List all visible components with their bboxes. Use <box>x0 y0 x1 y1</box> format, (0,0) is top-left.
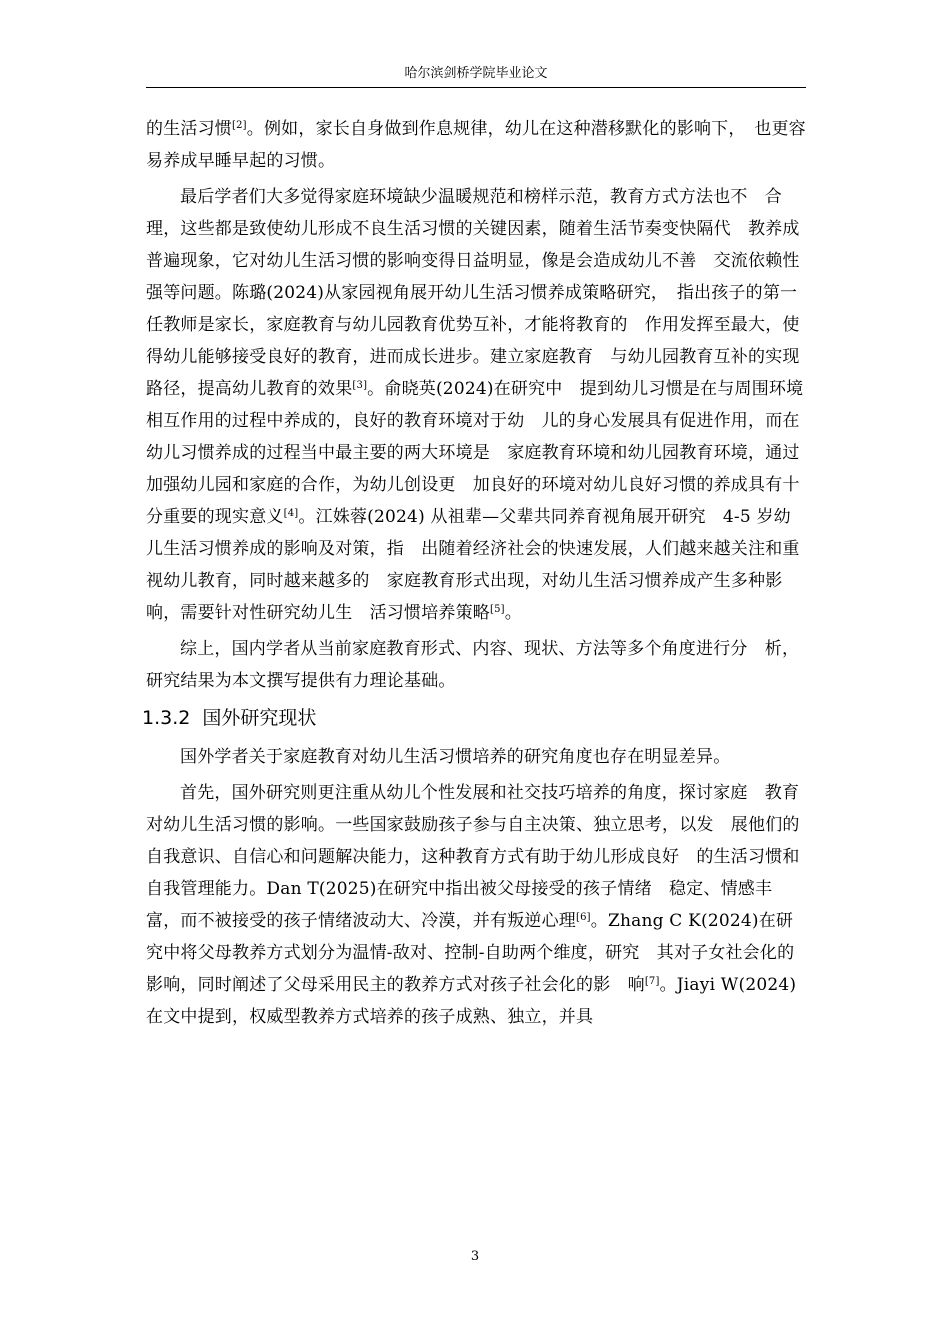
foreign-research-section <box>146 741 806 1033</box>
citation-marker: [7] <box>644 976 660 987</box>
header-divider <box>146 87 806 88</box>
text-run: 。俞晓英(2024)在研究中 提到幼儿习惯是在与周围环境相互作用的过程中养成的，良好的教育环境对于幼 儿的身心发展具有促进作用，而在幼儿习惯养成的过程当中最主要的两大环境是 家庭教育环境和幼儿园教育环境，通过加强幼儿园和家庭的合作，为幼儿创设更 加良好的环境对幼儿良好习惯的养成具有十分重要的现实意义 <box>146 379 804 527</box>
section-number: 1.3.2 <box>142 707 191 729</box>
text-run: 最后学者们大多觉得家庭环境缺少温暖规范和榜样示范，教育方式方法也不 合理，这些都是致使幼儿形成不良生活习惯的关键因素，随着生活节奏变快隔代 教养成普遍现象，它对幼儿生活习惯的影响变得日益明显，像是会造成幼儿不善 交流依赖性强等问题。陈璐(2024)从家园视角展开幼儿生活习惯养成策略研究， 指出孩子的第一任教师是家长，家庭教育与幼儿园教育优势互补，才能将教育的 作用发挥至最大，使得幼儿能够接受良好的教育，进而成长进步。建立家庭教育 与幼儿园教育互补的实现路径，提高幼儿教育的效果 <box>146 187 800 399</box>
document-body <box>142 113 806 1037</box>
body-paragraph <box>146 113 806 177</box>
body-paragraph <box>146 777 806 1033</box>
body-paragraph <box>146 633 806 697</box>
text-run: 。Jiayi W(2024)在文中提到，权威型教养方式培养的孩子成熟、独立，并具 <box>146 975 797 1027</box>
citation-marker: [4] <box>283 508 299 519</box>
text-run: 的生活习惯 <box>146 119 232 139</box>
citation-marker: [5] <box>490 604 505 615</box>
text-run: 综上，国内学者从当前家庭教育形式、内容、现状、方法等多个角度进行分 析，研究结果为本文撰写提供有力理论基础。 <box>146 639 800 691</box>
text-run: 首先，国外研究则更注重从幼儿个性发展和社交技巧培养的角度，探讨家庭 教育对幼儿生活习惯的影响。一些国家鼓励孩子参与自主决策、独立思考，以发 展他们的自我意识、自信心和问题解决能力，这种教育方式有助于幼儿形成良好 的生活习惯和自我管理能力。Dan T(2025)在研究中指出被父母接受的孩子情绪 稳定、情感丰富，而不被接受的孩子情绪波动大、冷漠，并有叛逆心理 <box>146 783 800 931</box>
citation-marker: [6] <box>576 912 591 923</box>
text-run: 国外学者关于家庭教育对幼儿生活习惯培养的研究角度也存在明显差异。 <box>180 747 731 767</box>
domestic-research-section <box>146 113 806 697</box>
citation-marker: [3] <box>352 380 368 391</box>
page-number: 3 <box>470 1249 480 1264</box>
text-run: 。Zhang C K(2024)在研究中将父母教养方式划分为温情-敌对、控制-自助两个维度，研究 其对子女社会化的影响，同时阐述了父母采用民主的教养方式对孩子社会化的影 响 <box>146 911 795 995</box>
text-run: 。江姝蓉(2024) 从祖辈—父辈共同养育视角展开研究 4-5 岁幼儿生活习惯养成的影响及对策，指 出随着经济社会的快速发展，人们越来越关注和重视幼儿教育，同时越来越多的 家庭教育形式出现，对幼儿生活习惯养成产生多种影响，需要针对性研究幼儿生 活习惯培养策略 <box>146 507 800 623</box>
citation-marker: [2] <box>232 120 247 131</box>
text-run: 。例如，家长自身做到作息规律，幼儿在这种潜移默化的影响下， 也更容易养成早睡早起的习惯。 <box>146 119 806 171</box>
section-title: 国外研究现状 <box>202 707 317 729</box>
text-run: 。 <box>504 603 522 623</box>
body-paragraph <box>146 181 806 629</box>
body-paragraph <box>146 741 806 773</box>
running-header: 哈尔滨剑桥学院毕业论文 <box>404 66 548 81</box>
section-heading <box>142 701 806 735</box>
